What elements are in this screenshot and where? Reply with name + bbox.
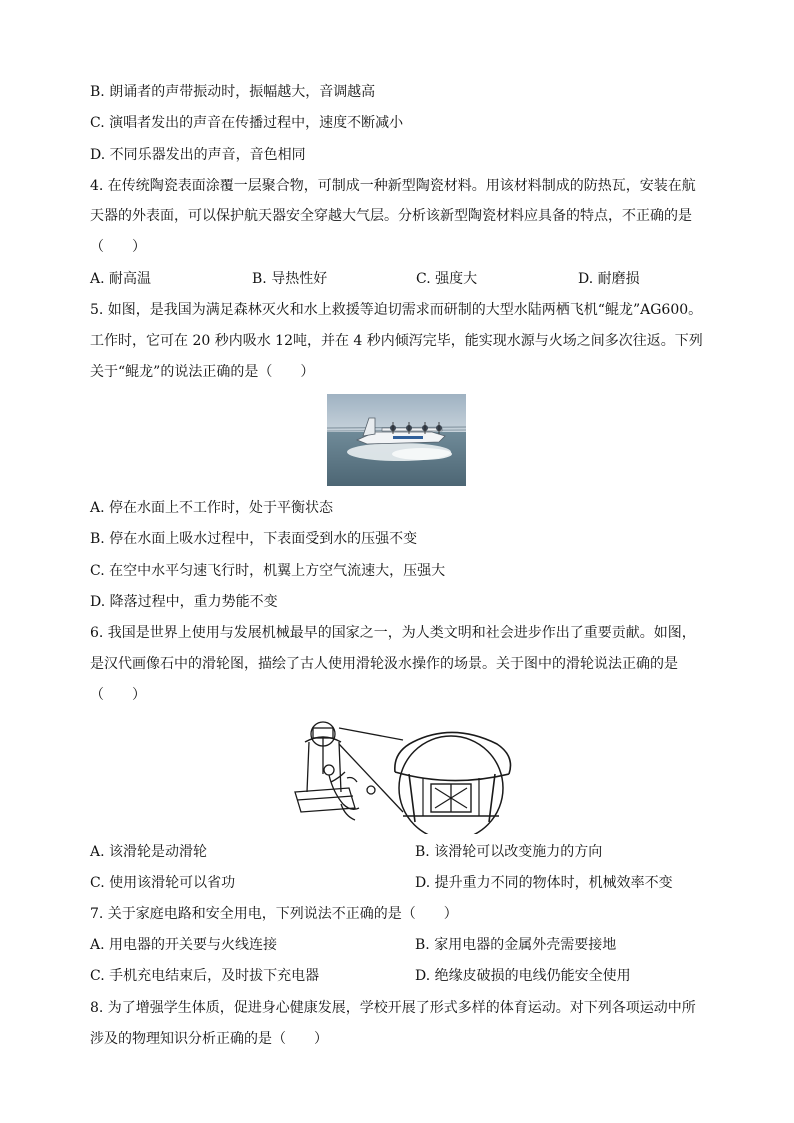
q7-option-c: C. 手机充电结束后，及时拔下充电器 <box>90 968 320 984</box>
q3-option-c: C. 演唱者发出的声音在传播过程中，速度不断减小 <box>90 115 404 131</box>
pulley-illustration <box>283 712 514 834</box>
q7-stem: 7. 关于家庭电路和安全用电，下列说法不正确的是（ ） <box>90 906 458 922</box>
q5-option-c: C. 在空中水平匀速飞行时，机翼上方空气流速大，压强大 <box>90 563 446 579</box>
q4-option-d: D. 耐磨损 <box>578 271 640 287</box>
q5-stem-line-1: 5. 如图，是我国为满足森林灭火和水上救援等迫切需求而研制的大型水陆两栖飞机“鲲龙”AG600。 <box>90 302 703 318</box>
q6-option-d: D. 提升重力不同的物体时，机械效率不变 <box>415 875 673 891</box>
q7-option-d: D. 绝缘皮破损的电线仍能安全使用 <box>415 968 631 984</box>
q5-option-a: A. 停在水面上不工作时，处于平衡状态 <box>90 500 334 516</box>
q5-stem-line-2: 工作时，它可在 20 秒内吸水 12吨，并在 4 秒内倾泻完毕，能实现水源与火场之间多次往返。下列 <box>90 333 703 349</box>
q6-option-c: C. 使用该滑轮可以省功 <box>90 875 236 891</box>
q7-option-a: A. 用电器的开关要与火线连接 <box>90 937 278 953</box>
seaplane-photo <box>327 394 466 486</box>
q4-option-b: B. 导热性好 <box>252 271 328 287</box>
q5-option-b: B. 停在水面上吸水过程中，下表面受到水的压强不变 <box>90 531 418 547</box>
q4-answer-bracket: （ ） <box>90 239 146 255</box>
q3-option-b: B. 朗诵者的声带振动时，振幅越大，音调越高 <box>90 84 376 100</box>
q6-stem-line-1: 6. 我国是世界上使用与发展机械最早的国家之一，为人类文明和社会进步作出了重要贡献。如图， <box>90 625 696 641</box>
q8-stem-line-2: 涉及的物理知识分析正确的是（ ） <box>90 1031 328 1047</box>
q4-option-c: C. 强度大 <box>416 271 478 287</box>
q6-answer-bracket: （ ） <box>90 687 146 703</box>
q4-stem-line-1: 4. 在传统陶瓷表面涂覆一层聚合物，可制成一种新型陶瓷材料。用该材料制成的防热瓦，安装在航 <box>90 178 696 194</box>
q3-option-d: D. 不同乐器发出的声音，音色相同 <box>90 147 306 163</box>
q6-stem-line-2: 是汉代画像石中的滑轮图，描绘了古人使用滑轮汲水操作的场景。关于图中的滑轮说法正确的是 <box>90 656 678 672</box>
q5-stem-line-3: 关于“鲲龙”的说法正确的是（ ） <box>90 364 315 380</box>
q5-option-d: D. 降落过程中，重力势能不变 <box>90 594 278 610</box>
q4-option-a: A. 耐高温 <box>90 271 152 287</box>
q8-stem-line-1: 8. 为了增强学生体质，促进身心健康发展，学校开展了形式多样的体育运动。对下列各项运动中所 <box>90 1000 696 1016</box>
q6-option-a: A. 该滑轮是动滑轮 <box>90 844 208 860</box>
q6-option-b: B. 该滑轮可以改变施力的方向 <box>415 844 603 860</box>
q7-option-b: B. 家用电器的金属外壳需要接地 <box>415 937 617 953</box>
q4-stem-line-2: 天器的外表面，可以保护航天器安全穿越大气层。分析该新型陶瓷材料应具备的特点，不正确的是 <box>90 208 692 224</box>
